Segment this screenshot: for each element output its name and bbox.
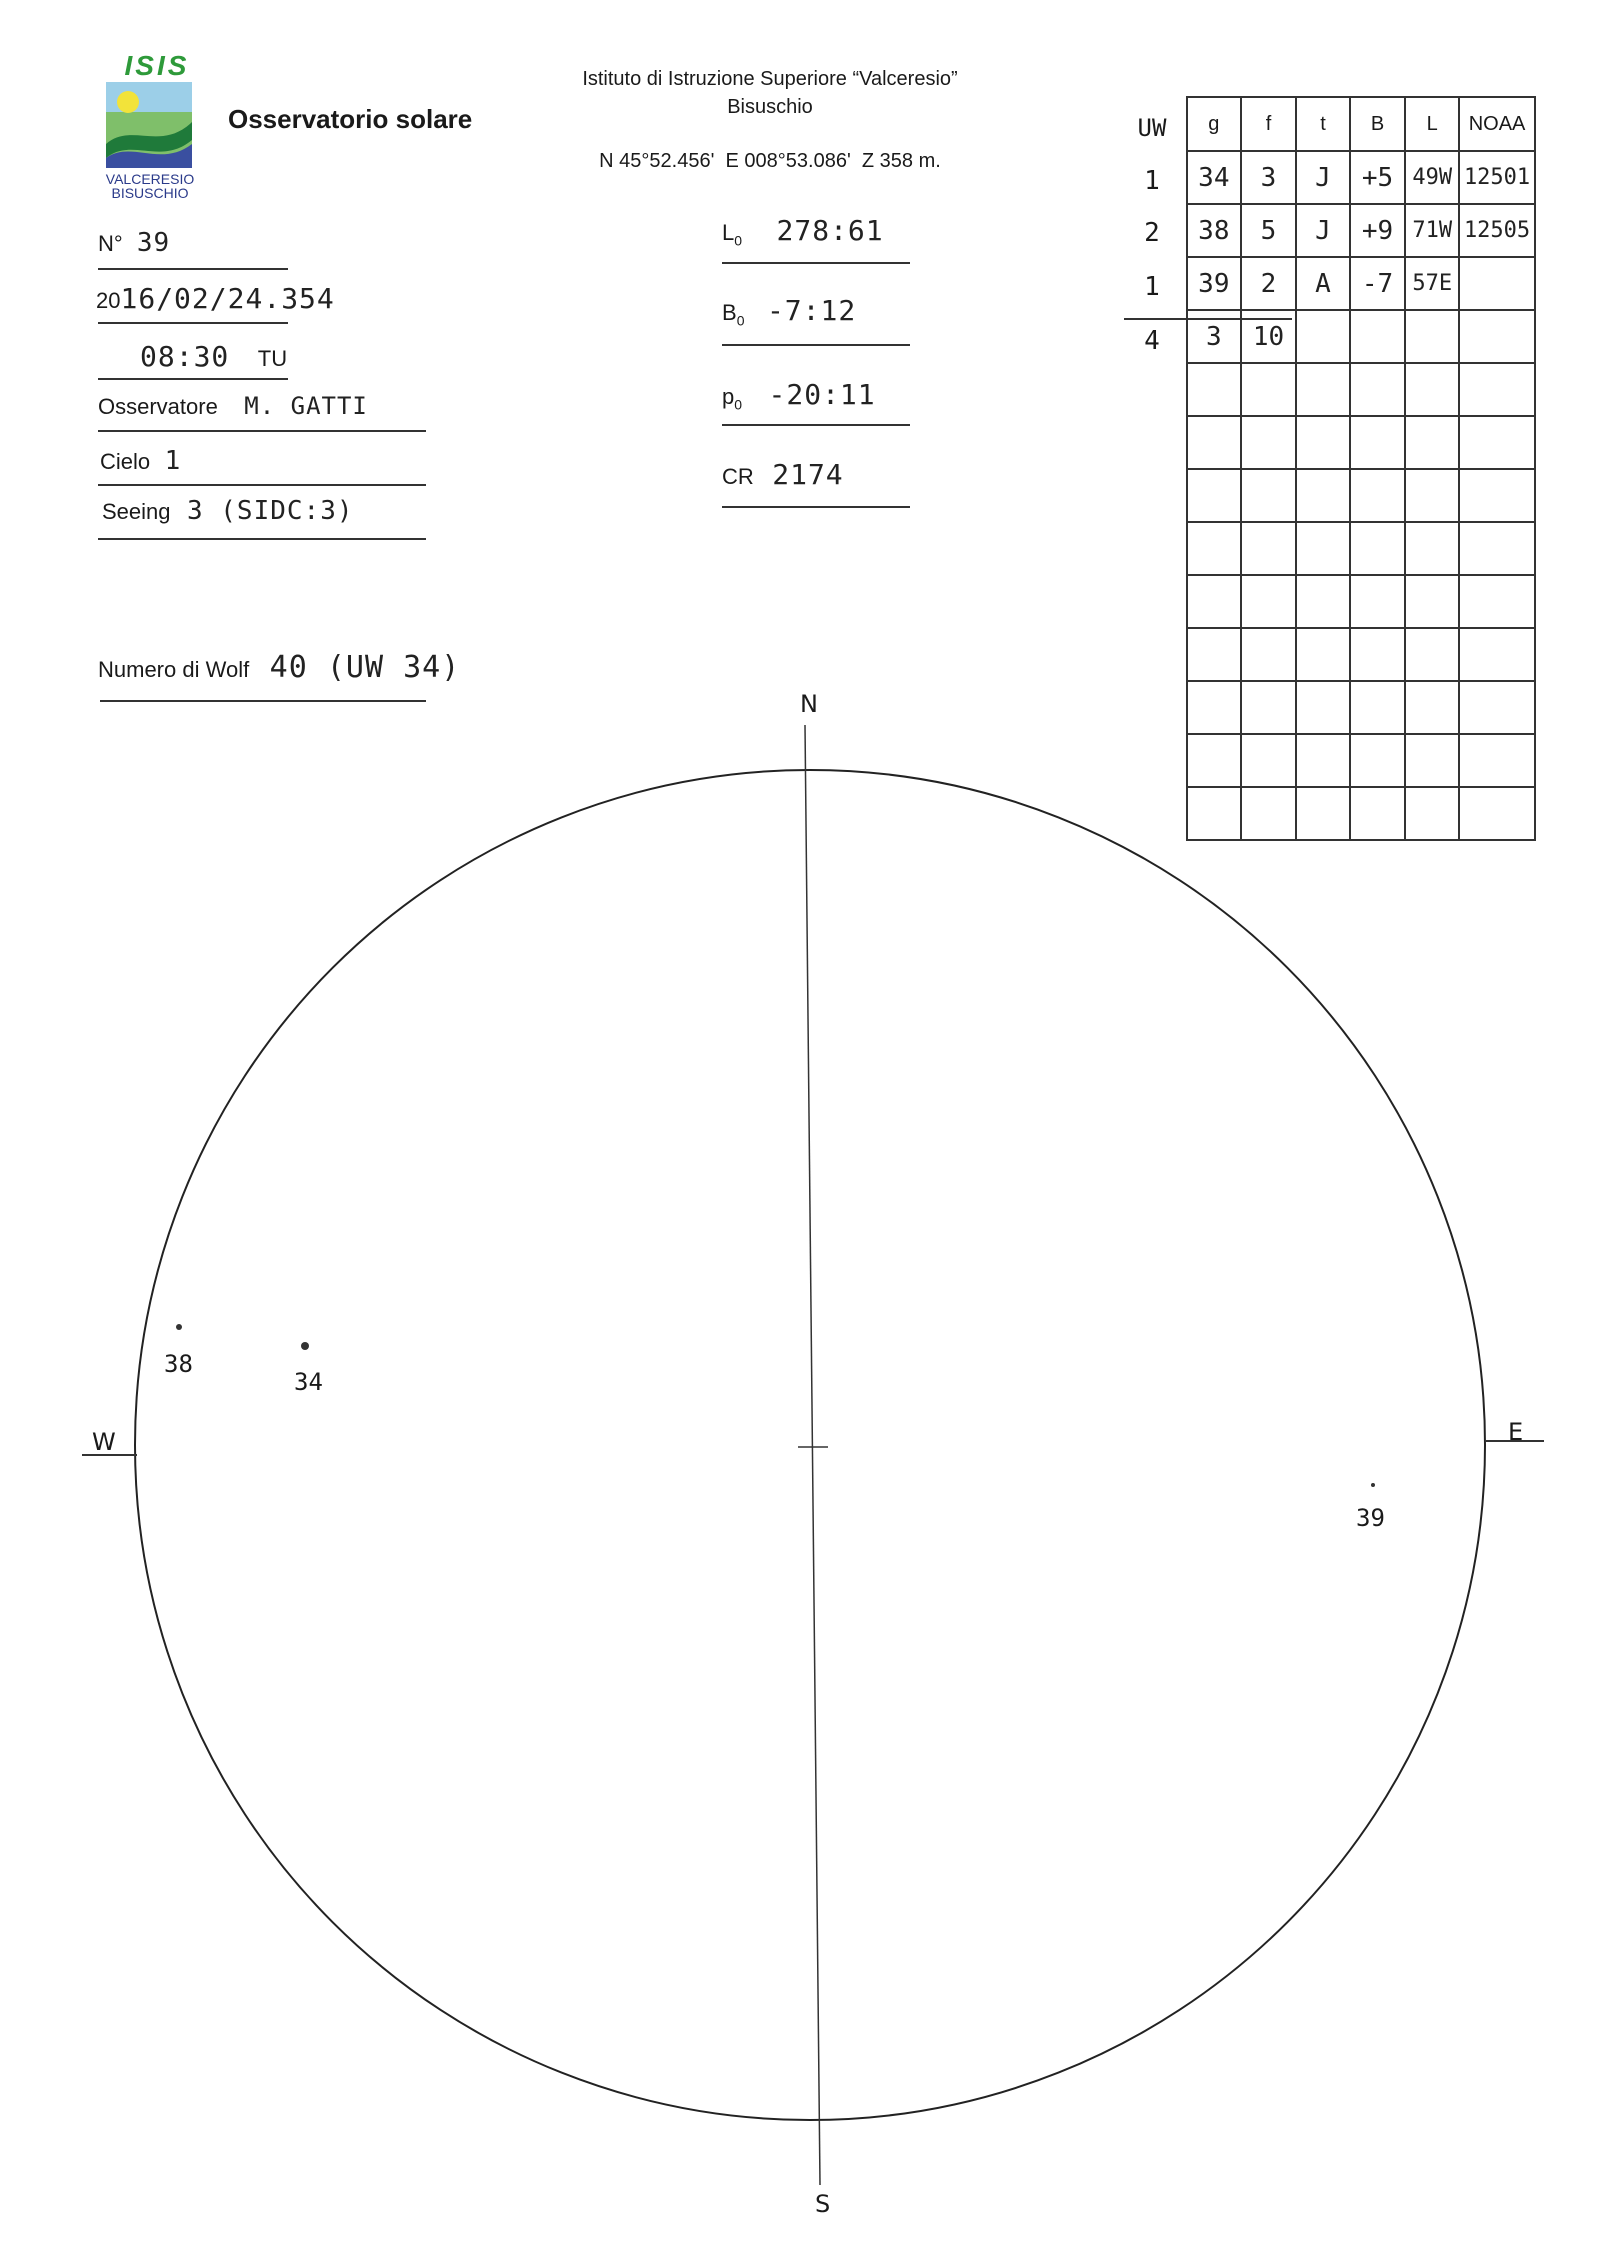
L0-value: 278:61 [776,214,884,247]
table-cell-b: +9 [1350,204,1406,257]
L0-label: $L_0$ [722,220,743,249]
sky-label: Cielo [100,449,151,474]
table-cell-noaa: 12505 [1459,204,1535,257]
table-cell-l: 49W [1405,151,1459,204]
east-label: E [1508,1418,1524,1446]
table-header-g: g [1187,97,1241,151]
observer-label: Osservatore [98,394,218,419]
table-header-f: f [1241,97,1297,151]
logo-sub-line-2: BISUSCHIO [111,185,189,201]
table-cell-f: 3 [1241,151,1297,204]
uw-header: UW [1137,114,1167,142]
number-label: N° [98,231,123,256]
west-label: W [92,1428,116,1456]
CR-value: 2174 [772,458,844,491]
logo-text: ISIS [124,50,190,81]
north-label: N [800,690,818,718]
table-cell-t: J [1296,204,1349,257]
table-cell-f: 10 [1241,310,1297,363]
table-cell-b: +5 [1350,151,1406,204]
sky-value: 1 [164,446,182,476]
time-unit: TU [257,346,288,371]
institute-name: Istituto di Istruzione Superiore “Valceresio” [582,68,958,90]
table-cell-f: 5 [1241,204,1297,257]
table-cell-g: 38 [1187,204,1241,257]
spot-38 [176,1324,182,1330]
date-value: 16/02/24.354 [120,282,335,315]
table-cell-g: 34 [1187,151,1241,204]
number-value: 39 [136,228,171,258]
time-value: 08:30 [140,340,230,373]
spot-34 [301,1342,309,1350]
table-header-l: L [1405,97,1459,151]
table-cell-b: -7 [1350,257,1406,310]
date-prefix: 20 [96,288,121,313]
spot-39 [1371,1483,1375,1487]
seeing-value: 3 (SIDC:3) [186,496,354,526]
table-header-b: B [1350,97,1406,151]
table-cell-g: 39 [1187,257,1241,310]
north-south-axis [805,725,820,2185]
table-cell-l: 57E [1405,257,1459,310]
institute-town: Bisuschio [727,96,813,118]
uw-value-3: 1 [1144,272,1160,302]
table-header-t: t [1296,97,1349,151]
CR-label: CR [722,464,754,489]
table-cell-noaa: 12501 [1459,151,1535,204]
B0-label: $B_0$ [722,300,745,329]
south-label: S [815,2190,831,2218]
uw-value-2: 2 [1144,218,1160,248]
spot-34-label: 34 [294,1368,323,1396]
P0-value: -20:11 [768,378,876,411]
table-cell-g: 3 [1187,310,1241,363]
uw-value-1: 1 [1144,166,1160,196]
site-coordinates: N 45°52.456' E 008°53.086' Z 358 m. [599,150,941,172]
table-cell-l: 71W [1405,204,1459,257]
wolf-label: Numero di Wolf [98,657,250,682]
uw-total: 4 [1144,326,1160,356]
spot-38-label: 38 [164,1350,193,1378]
observer-value: M. GATTI [244,392,368,420]
seeing-label: Seeing [102,499,171,524]
table-cell-f: 2 [1241,257,1297,310]
spot-39-label: 39 [1356,1504,1385,1532]
table-header-noaa: NOAA [1459,97,1535,151]
observatory-title: Osservatorio solare [228,104,473,134]
sun-disk [135,770,1485,2120]
table-cell-t: A [1296,257,1349,310]
logo-sub-line-1: VALCERESIO [105,171,195,187]
P0-label: $p_0$ [722,384,743,413]
B0-value: -7:12 [766,294,857,327]
table-cell-t: J [1296,151,1349,204]
wolf-value: 40 (UW 34) [269,650,461,685]
